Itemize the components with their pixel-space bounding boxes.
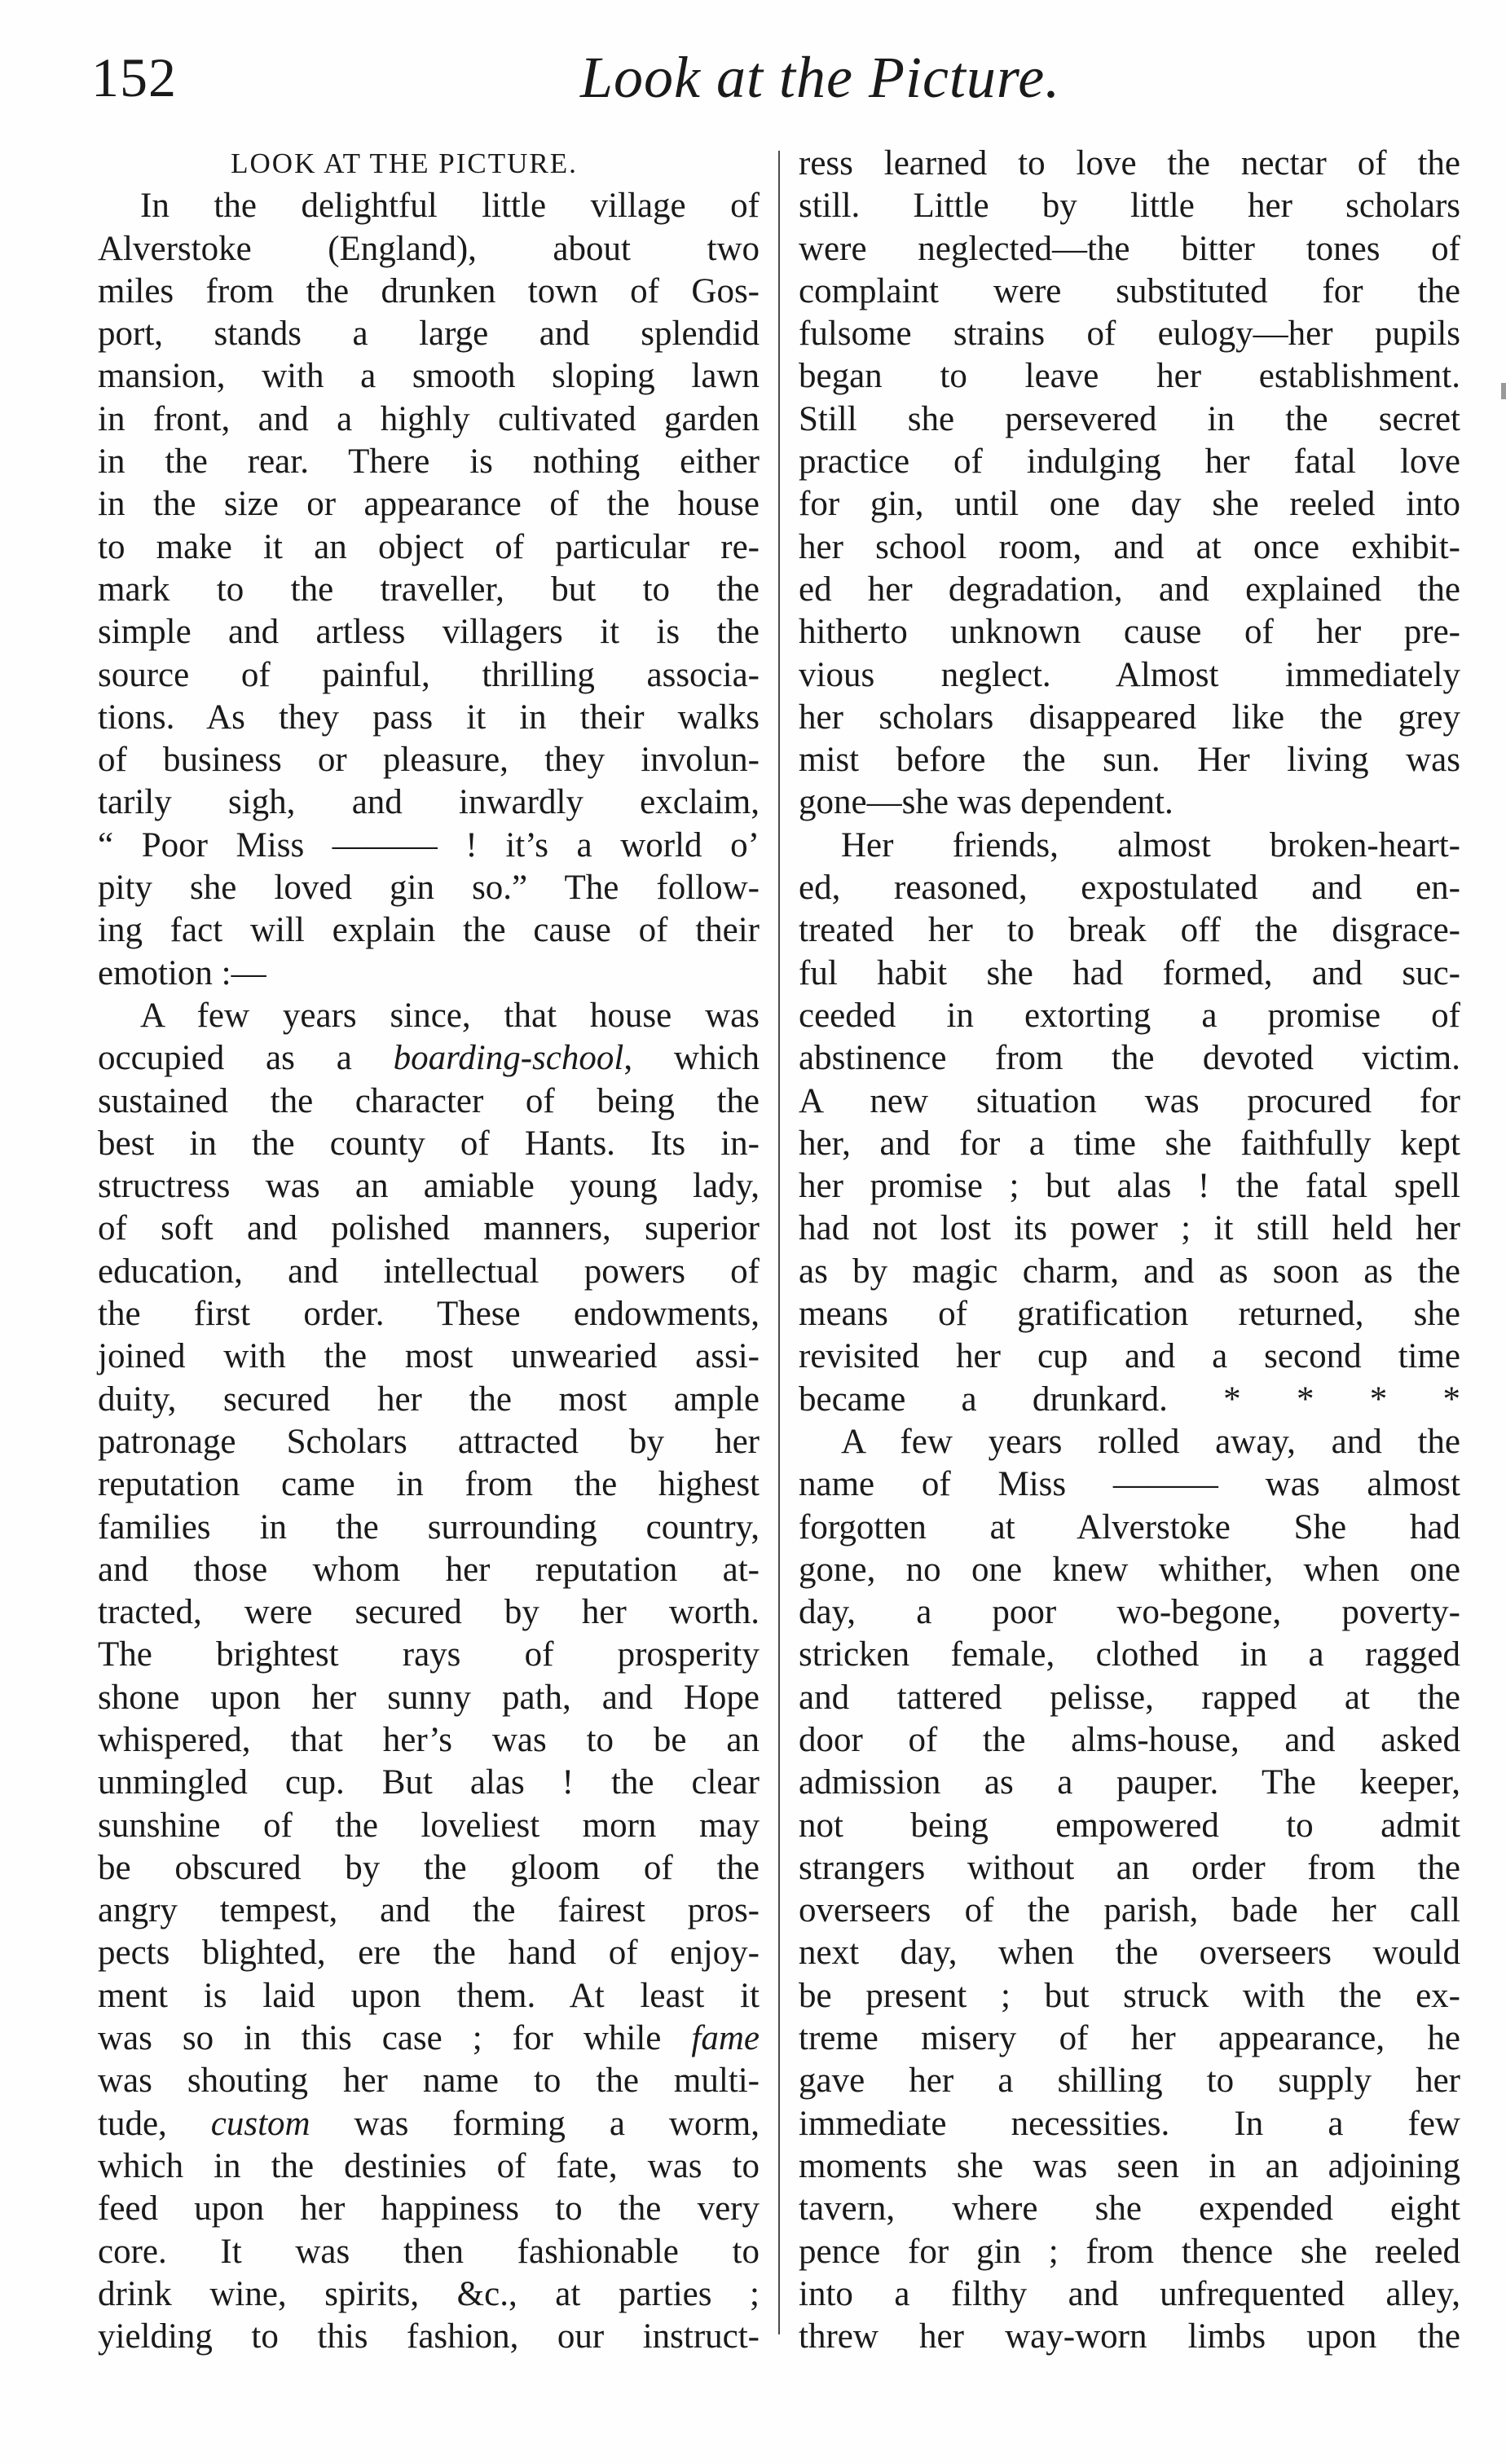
text-line: name of Miss ——— was almost [799,1465,1460,1504]
text-line: of soft and polished manners, superior [98,1209,760,1248]
text-line: which in the destinies of fate, was to [98,2146,760,2185]
text-line: simple and artless villagers it is the [98,613,760,652]
text-line: immediate necessities. In a few [799,2104,1460,2143]
text-line: was so in this case ; for while fame [98,2019,760,2058]
text-line: admission as a pauper. The keeper, [799,1763,1460,1802]
text-line: mist before the sun. Her living was [799,741,1460,780]
text-line: gave her a shilling to supply her [799,2061,1460,2101]
text-line: not being empowered to admit [799,1806,1460,1845]
text-line: A new situation was procured for [799,1081,1460,1120]
text-line: day, a poor wo-begone, poverty- [799,1593,1460,1632]
running-head [91,39,1436,117]
text-line: her, and for a time she faithfully kept [799,1124,1460,1163]
text-line: miles from the drunken town of Gos- [98,271,760,310]
text-line: vious neglect. Almost immediately [799,655,1460,694]
text-line: her scholars disappeared like the grey [799,697,1460,737]
text-line: in the size or appearance of the house [98,485,760,524]
text-line: the first order. These endowments, [98,1295,760,1334]
text-line: ress learned to love the nectar of the [799,144,1460,183]
text-line: unmingled cup. But alas ! the clear [98,1763,760,1802]
text-line: overseers of the parish, bade her call [799,1891,1460,1930]
text-line: ed, reasoned, expostulated and en- [799,869,1460,908]
text-line: best in the county of Hants. Its in- [98,1124,760,1163]
text-line: abstinence from the devoted victim. [799,1039,1460,1078]
text-line: mansion, with a smooth sloping lawn [98,357,760,396]
text-line: fulsome strains of eulogy—her pupils [799,315,1460,354]
article-heading: LOOK AT THE PICTURE. [231,147,578,179]
italic-word: custom [210,2104,310,2143]
text-line: her school room, and at once exhibit- [799,527,1460,566]
text-line: treme misery of her appearance, he [799,2019,1460,2058]
text-line: ed her degradation, and explained the [799,570,1460,609]
text-line: gone, no one knew whither, when one [799,1550,1460,1589]
text-line: her promise ; but alas ! the fatal spell [799,1167,1460,1206]
text-line: tions. As they pass it in their walks [98,697,760,737]
text-line: ment is laid upon them. At least it [98,1976,760,2015]
text-line: sustained the character of being the [98,1081,760,1120]
text-line: whispered, that her’s was to be an [98,1720,760,1759]
text-line: Her friends, almost broken-heart- [841,825,1460,865]
text-line: strangers without an order from the [799,1848,1460,1887]
text-line: be present ; but struck with the ex- [799,1976,1460,2015]
text-line: port, stands a large and splendid [98,315,760,354]
column-divider [778,151,780,2334]
text-line: tude, custom was forming a worm, [98,2104,760,2143]
text-line: Still she persevered in the secret [799,399,1460,438]
right-column [799,143,1460,2358]
text-line: structress was an amiable young lady, [98,1167,760,1206]
text-line: emotion :— [98,953,266,992]
text-line: door of the alms-house, and asked [799,1720,1460,1759]
text-line: shone upon her sunny path, and Hope [98,1678,760,1717]
text-line: in the rear. There is nothing either [98,442,760,482]
text-line: core. It was then fashionable to [98,2232,760,2271]
text-line: joined with the most unwearied assi- [98,1337,760,1376]
text-line: A few years since, that house was [140,996,760,1035]
page-number: 152 [91,46,177,108]
text-line: were neglected—the bitter tones of [799,229,1460,268]
text-line: patronage Scholars attracted by her [98,1422,760,1461]
italic-word: boarding-school [393,1039,624,1078]
text-line: to make it an object of particular re- [98,527,760,566]
text-line: pects blighted, ere the hand of enjoy- [98,1934,760,1973]
text-line: “ Poor Miss ——— ! it’s a world o’ [98,825,760,865]
text-line: and tattered pelisse, rapped at the [799,1678,1460,1717]
text-line: yielding to this fashion, our instruct- [98,2317,760,2356]
text-line: became a drunkard. * * * * [799,1379,1460,1419]
text-line: A few years rolled away, and the [841,1422,1460,1461]
text-line: treated her to break off the disgrace- [799,911,1460,950]
text-line: gone—she was dependent. [799,783,1174,822]
text-line: forgotten at Alverstoke She had [799,1507,1460,1547]
text-line: source of painful, thrilling associa- [98,655,760,694]
text-line: tarily sigh, and inwardly exclaim, [98,783,760,822]
text-line: next day, when the overseers would [799,1934,1460,1973]
text-line: In the delightful little village of [140,187,760,226]
text-line: feed upon her happiness to the very [98,2189,760,2229]
text-line: duity, secured her the most ample [98,1379,760,1419]
text-line: tavern, where she expended eight [799,2189,1460,2229]
text-line: sunshine of the loveliest morn may [98,1806,760,1845]
text-line: in front, and a highly cultivated garden [98,399,760,438]
text-line: angry tempest, and the fairest pros- [98,1891,760,1930]
text-line: pence for gin ; from thence she reeled [799,2232,1460,2271]
text-line: had not lost its power ; it still held her [799,1209,1460,1248]
text-line: ceeded in extorting a promise of [799,996,1460,1035]
left-column [98,143,760,2358]
text-line: revisited her cup and a second time [799,1337,1460,1376]
italic-word: fame [691,2019,760,2058]
text-line: ful habit she had formed, and suc- [799,953,1460,992]
text-line: moments she was seen in an adjoining [799,2146,1460,2185]
text-line: be obscured by the gloom of the [98,1848,760,1887]
text-line: was shouting her name to the multi- [98,2061,760,2101]
text-line: of business or pleasure, they involun- [98,741,760,780]
text-line: complaint were substituted for the [799,271,1460,310]
text-line: The brightest rays of prosperity [98,1635,760,1674]
text-line: threw her way-worn limbs upon the [799,2317,1460,2356]
text-line: drink wine, spirits, &c., at parties ; [98,2274,760,2313]
text-line: education, and intellectual powers of [98,1252,760,1291]
text-line: families in the surrounding country, [98,1507,760,1547]
scan-edge-mark [1501,383,1506,399]
text-line: and those whom her reputation at- [98,1550,760,1589]
text-line: practice of indulging her fatal love [799,442,1460,482]
text-line: for gin, until one day she reeled into [799,485,1460,524]
text-line: still. Little by little her scholars [799,187,1460,226]
text-line: pity she loved gin so.” The follow- [98,869,760,908]
text-line: ing fact will explain the cause of their [98,911,760,950]
text-line: hitherto unknown cause of her pre- [799,613,1460,652]
text-line: means of gratification returned, she [799,1295,1460,1334]
running-title: Look at the Picture. [580,45,1061,110]
text-line: into a filthy and unfrequented alley, [799,2274,1460,2313]
text-line: occupied as a boarding-school, which [98,1039,760,1078]
text-line: reputation came in from the highest [98,1465,760,1504]
text-line: mark to the traveller, but to the [98,570,760,609]
text-line: Alverstoke (England), about two [98,229,760,268]
text-line: as by magic charm, and as soon as the [799,1252,1460,1291]
text-line: stricken female, clothed in a ragged [799,1635,1460,1674]
text-line: tracted, were secured by her worth. [98,1593,760,1632]
text-line: began to leave her establishment. [799,357,1460,396]
